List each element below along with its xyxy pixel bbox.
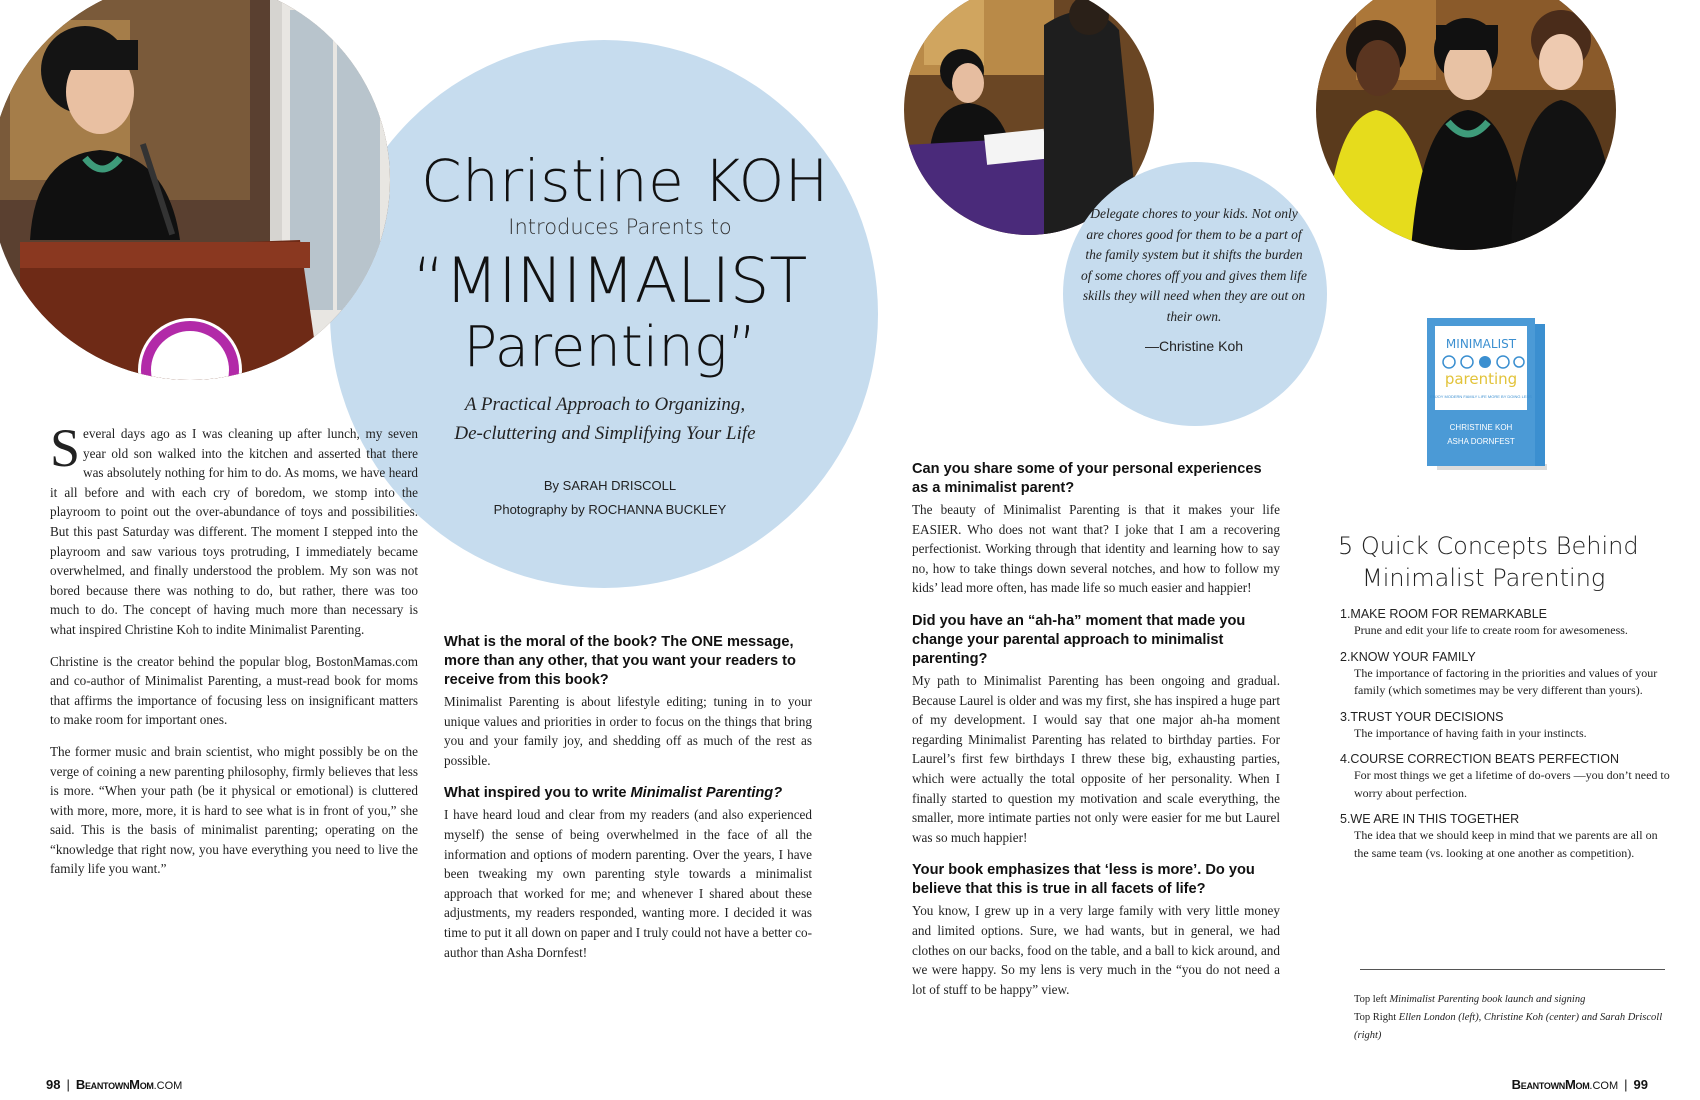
pull-quote-attribution: —Christine Koh [1144, 337, 1244, 354]
book-cover-image [1427, 318, 1551, 472]
answer-4: My path to Minimalist Parenting has been ongoing and gradual. Because Laurel is older and was my first, she has inspired a huge part of my development. I would say that one major ah-ha moment regarding Minimalist Parenting has related to birthday parties. For Laurel’s first few birthdays I threw these big, exhausting parties, which were actually the total opposite of her personality. When I finally started to question my motivation and scale everything, the smaller, more intimate parties not only were easier for me but Laurel was so much happier! [912, 672, 1280, 845]
question-4: Did you have an “ah-ha” moment that made you change your parental approach to minimalist parenting? [912, 612, 1246, 667]
concept-item [1340, 811, 1670, 862]
brand-logo: BeantownMom [75, 1077, 154, 1092]
footer-right [1512, 1077, 1648, 1094]
question-2: What inspired you to write Minimalist Parenting? [444, 785, 783, 802]
concept-heading: 1.MAKE ROOM FOR REMARKABLE [1340, 607, 1547, 621]
concepts-heading [1338, 530, 1678, 594]
drop-cap: S [50, 418, 81, 478]
brand-logo: BeantownMom [1511, 1077, 1590, 1092]
concept-item [1340, 709, 1670, 743]
concept-heading: 4.COURSE CORRECTION BEATS PERFECTION [1340, 752, 1619, 766]
concept-heading: 3.TRUST YOUR DECISIONS [1340, 709, 1504, 724]
concept-body: The importance of having faith in your instincts. [1354, 725, 1587, 740]
question-5: Your book emphasizes that ‘less is more’. Do you believe that this is true in all facets of life? [912, 862, 1255, 898]
intro-paragraph-1: Several days ago as I was cleaning up after lunch, my seven year old son walked into the kitchen and asserted that there was absolutely nothing for him to do. As moms, we have heard it all before and with each cry of boredom, we stomp into the playroom to point out the over-abundance of toys and possibilities. But this past Saturday was different. The moment I stepped into the playroom and saw various toys protruding, I immediately became overwhelmed, and finally understood the problem. My son was not bored because there was nothing to do, but rather, there was too much to do. The concept of having much more than necessary is what inspired Christine Koh to indite Minimalist Parenting. [50, 418, 418, 637]
book-author-2: ASHA DORNFEST [1447, 437, 1515, 446]
group-photo [1316, 0, 1616, 250]
byline-photography: Photography by ROCHANNA BUCKLEY [493, 502, 727, 517]
answer-2: I have heard loud and clear from my readers (and also experienced myself) the sense of being overwhelmed in the face of all the information and options of modern parenting. Over the years, I have been tweaking my own parenting style towards a minimalist approach that worked for me; and whenever I shared about these adjustments, my readers responded, wanting more. I decided it was time to put it all down on paper and I truly could not have a better co-author than Asha Dornfest! [444, 807, 812, 960]
article-subtitle [400, 390, 810, 448]
concept-item [1340, 606, 1670, 640]
photo-captions [1354, 991, 1674, 1045]
title-book-line1: “MINIMALIST [412, 244, 808, 317]
footer-separator: | [1624, 1077, 1628, 1092]
pull-quote-text: Delegate chores to your kids. Not only are chores good for them to be a part of the family system but it shifts the burden of some chores off you and gives them life skills they will need when they are out on their own. [1081, 206, 1307, 324]
subtitle-line2: De-cluttering and Simplifying Your Life [454, 423, 756, 444]
byline [445, 474, 775, 522]
page-number-left: 98 [46, 1077, 61, 1092]
subtitle-line1: A Practical Approach to Organizing, [464, 394, 746, 415]
answer-3: The beauty of Minimalist Parenting is that it makes your life EASIER. Who does not want that? I joke that I am a recovering perfectionist. Working through that identity and learning how to say no, how to take things down several notches, and how to follow my kids’ lead more often, has made life so much easier and happier! [912, 502, 1280, 596]
intro-paragraph-3: The former music and brain scientist, who might possibly be on the verge of coining a new parenting philosophy, firmly believes that less is more. “When your path (be it physical or emotional) is cluttered with more, more, more, it is hard to see what is in front of you,” she said. This is the basis of minimalist parenting; operating on the “knowledge that right now, you have everything you need to live the family life you want.” [50, 743, 418, 877]
concept-heading: 2.KNOW YOUR FAMILY [1340, 649, 1476, 664]
caption-top-left: Top left Minimalist Parenting book launch and signing [1354, 994, 1586, 1005]
concept-item [1340, 649, 1670, 700]
concept-heading: 5.WE ARE IN THIS TOGETHER [1340, 812, 1520, 826]
footer-left [46, 1077, 182, 1094]
question-3: Can you share some of your personal experiences as a minimalist parent? [912, 461, 1262, 496]
caption-top-right: Top Right Ellen London (left), Christine Koh (center) and Sarah Driscoll (right) [1354, 1012, 1663, 1041]
concepts-list [1340, 606, 1670, 871]
concepts-heading-line2: Minimalist Parenting [1362, 564, 1606, 592]
concepts-heading-line1: 5 Quick Concepts Behind [1338, 532, 1639, 560]
concept-body: For most things we get a lifetime of do-overs —you don’t need to worry about perfection. [1354, 768, 1670, 800]
concept-body: Prune and edit your life to create room for awesomeness. [1354, 623, 1628, 637]
book-author-1: CHRISTINE KOH [1449, 423, 1513, 432]
concept-item [1340, 751, 1670, 802]
answer-5: You know, I grew up in a very large family with very little money and limited options. Sure, we had wants, but in general, we had clothes on our backs, food on the table, and a ball to kick around, and we were happy. So my lens is very much in the “you do not need a lot of stuff to be happy” view. [912, 903, 1280, 997]
title-name: Christine KOH [421, 147, 829, 215]
book-title-bottom: parenting [1444, 370, 1518, 388]
question-1: What is the moral of the book? The ONE message, more than any other, that you want your readers to receive from this book? [444, 634, 796, 688]
title-book-line2: Parenting” [463, 315, 757, 380]
intro-column [50, 418, 418, 891]
concept-body: The importance of factoring in the priorities and values of your family (which sometimes may be very different than yours). [1354, 665, 1658, 697]
brand-domain: .COM [1589, 1080, 1619, 1092]
book-tagline: ENJOY MODERN FAMILY LIFE MORE BY DOING LESS [1430, 394, 1532, 399]
pull-quote [1080, 204, 1308, 356]
article-title [380, 148, 840, 380]
page-number-right: 99 [1633, 1077, 1648, 1092]
footer-separator: | [66, 1077, 70, 1092]
answer-1: Minimalist Parenting is about lifestyle editing; tuning in to your unique values and priorities in order to focus on the things that bring you and your family joy, and shedding off as much of the rest as possible. [444, 694, 812, 768]
qa-column-1 [444, 633, 812, 976]
title-intro: Introduces Parents to [508, 215, 732, 239]
intro-paragraph-2: Christine is the creator behind the popular blog, BostonMamas.com and co-author of Minimalist Parenting, a must-read book for moms that affirms the importance of focusing less on insignificant matters to make room for important ones. [50, 653, 418, 728]
concept-body: The idea that we should keep in mind that we parents are all on the same team (vs. looking at one another as competition). [1354, 828, 1658, 860]
caption-divider [1360, 969, 1665, 970]
byline-author: By SARAH DRISCOLL [543, 478, 677, 493]
book-title-top: MINIMALIST [1445, 337, 1517, 351]
brand-domain: .COM [153, 1080, 183, 1092]
qa-column-2 [912, 460, 1280, 1013]
